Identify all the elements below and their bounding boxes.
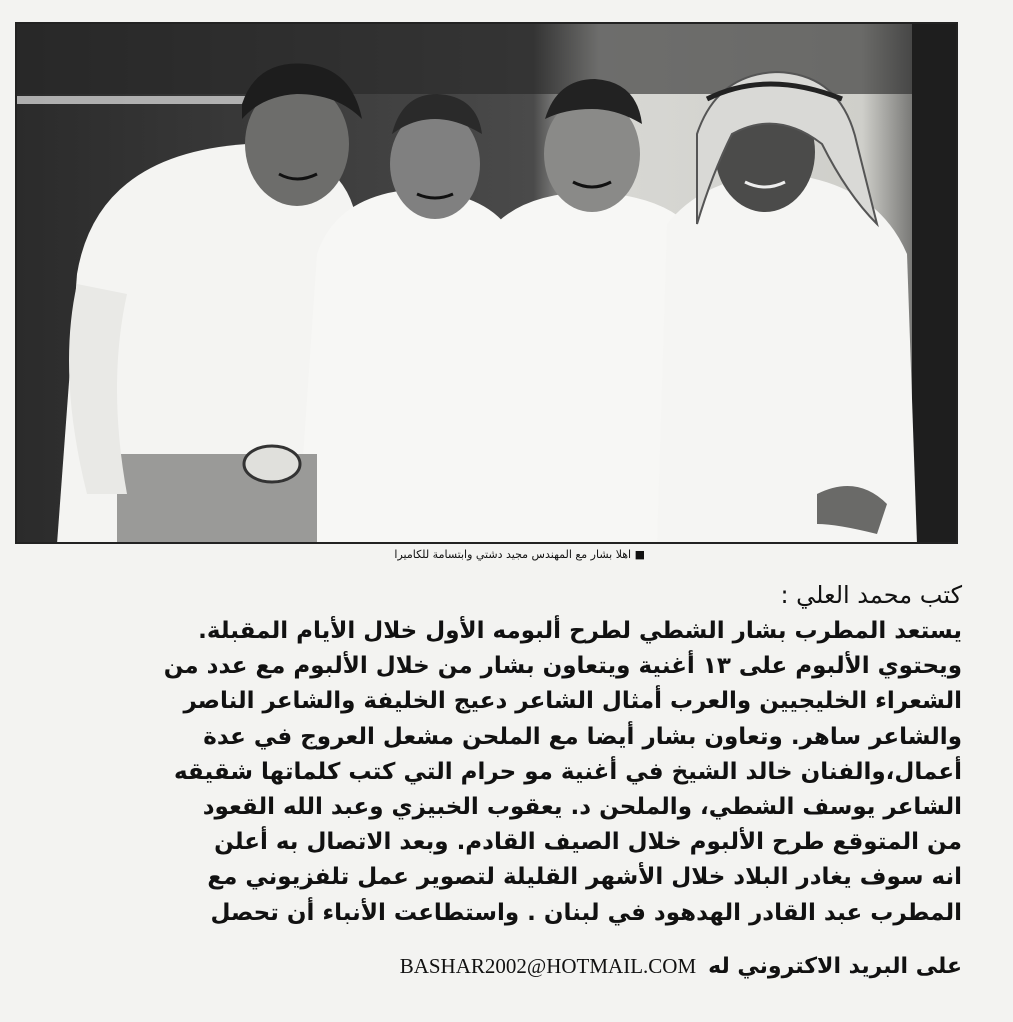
article-line: المطرب عبد القادر الهدهود في لبنان . واستطاعت الأنباء أن تحصل <box>210 899 962 926</box>
article-line: انه سوف يغادر البلاد خلال الأشهر القليلة لتصوير عمل تلفزيوني مع <box>207 864 962 891</box>
article-line: والشاعر ساهر. وتعاون بشار أيضا مع الملحن مشعل العروج في عدة <box>203 723 962 750</box>
photo-caption: ■ اهلا بشار مع المهندس مجيد دشتي وابتسامة للكاميرا <box>394 548 645 561</box>
article-body <box>40 614 962 931</box>
article-byline: كتب محمد العلي : <box>780 581 962 609</box>
article-line: أعمال،والفنان خالد الشيخ في أغنية مو حرام التي كتب كلماتها شقيقه <box>173 758 962 785</box>
email-prefix: على البريد الاكتروني له <box>708 953 962 979</box>
article-line: الشعراء الخليجيين والعرب أمثال الشاعر دعيج الخليفة والشاعر الناصر <box>183 688 962 715</box>
email-line <box>230 948 962 984</box>
article-line: الشاعر يوسف الشطي، والملحن د. يعقوب الخبيزي وعبد الله القعود <box>202 793 962 820</box>
article-photo <box>15 22 958 544</box>
article-line: من المتوقع طرح الألبوم خلال الصيف القادم. وبعد الاتصال به أعلن <box>214 829 962 856</box>
email-address: BASHAR2002@HOTMAIL.COM <box>399 953 697 978</box>
article-line: ويحتوي الألبوم على ١٣ أغنية ويتعاون بشار من خلال الألبوم مع عدد من <box>163 653 962 680</box>
photo-illustration <box>17 24 956 542</box>
article-line: يستعد المطرب بشار الشطي لطرح ألبومه الأول خلال الأيام المقبلة. <box>198 618 962 644</box>
